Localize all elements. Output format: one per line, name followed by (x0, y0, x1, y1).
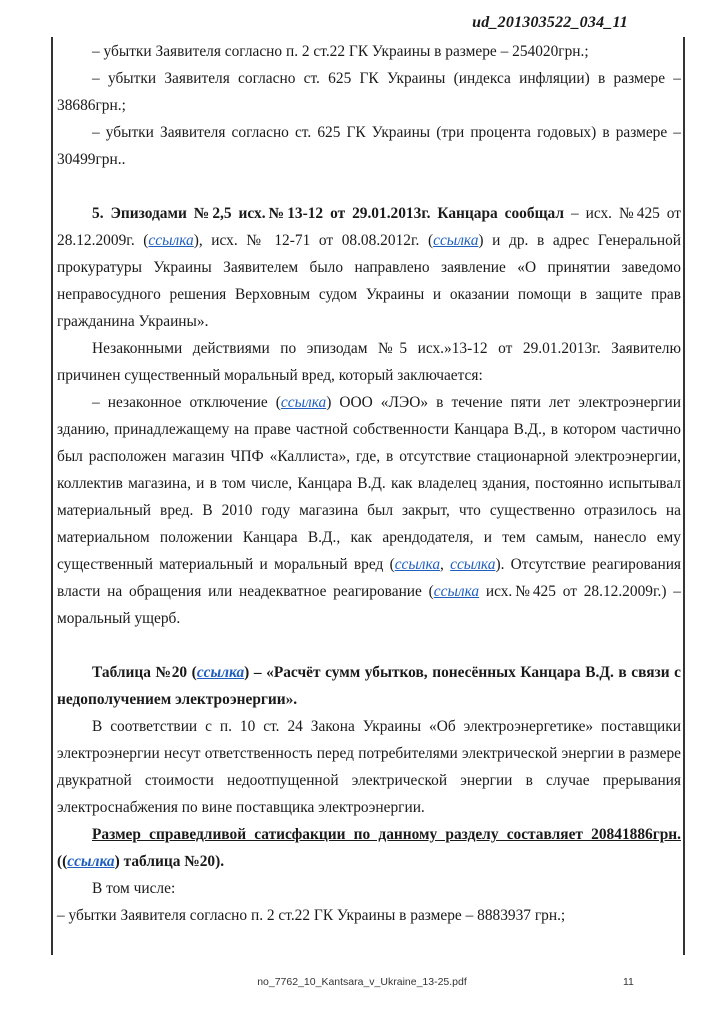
list-item: – убытки Заявителя согласно ст. 625 ГК Украины (три процента годовых) в размере – 30499грн.. (57, 124, 681, 168)
text-run: ). Отсутствие реагирования власти на обращения или неадекватное реагирование ( (57, 556, 682, 600)
text-run: ) ООО «ЛЭО» в течение пяти лет электроэнергии зданию, принадлежащему на праве частной собственности Канцара В.Д., в котором частично был расположен магазин ЧПФ «Каллиста», где, в отсутствие стационарной электроэнергии, коллектив магазина, и в том числе, Канцара В.Д. как владелец здания, постоянно испытывал материальный вред. В 2010 году магазина был закрыт, что существенно отразилось на материальном положении Канцара В.Д., как арендодателя, и тем самым, нанесло ему существенный материальный и моральный вред ( (57, 394, 681, 573)
spacer (57, 632, 681, 659)
summary-amount: Размер справедливой сатисфакции по данному разделу составляет 20841886грн. (92, 826, 681, 843)
reference-link[interactable]: ссылка (148, 232, 194, 249)
episode-heading: 5. Эпизодами №2,5 исх.№13-12 от 29.01.2013г. Канцара сообщал (92, 205, 565, 222)
page-number: 11 (623, 976, 634, 988)
reference-link[interactable]: ссылка (433, 583, 480, 600)
footer-filename: no_7762_10_Kantsara_v_Ukraine_13-25.pdf (257, 976, 467, 988)
text-run: – исх. №425 от 28.12.2009г. ( (57, 205, 681, 249)
spacer (57, 173, 681, 200)
page-border-right (683, 37, 685, 955)
text-run: ) – «Расчёт сумм убытков, понесённых Канцара В.Д. в связи с недополучением электроэнергии». (57, 664, 681, 708)
including-label: В том числе: (92, 880, 176, 897)
episode-paragraph (57, 200, 681, 335)
damage-intro-paragraph: Незаконными действиями по эпизодам №5 исх.»13-12 от 29.01.2013г. Заявителю причинен существенный моральный вред, который заключается: (57, 340, 681, 384)
reference-link[interactable]: ссылка (394, 556, 441, 573)
reference-link[interactable]: ссылка (67, 853, 115, 870)
summary-paragraph (57, 821, 681, 875)
reference-link[interactable]: ссылка (433, 232, 479, 249)
text-run: ) и др. в адрес Генеральной прокуратуры Украины Заявителем было направлено заявление «О принятии заведомо неправосудного решения Верховным судом Украины и оказании помощи в защите прав гражданина Украины». (57, 232, 681, 330)
page-border-left (51, 37, 53, 955)
damage-description-paragraph (57, 389, 681, 632)
document-id: ud_201303522_034_11 (472, 14, 628, 31)
text-run: исх.№425 от 28.12.2009г.) – моральный ущерб. (57, 583, 681, 627)
list-item: – убытки Заявителя согласно п. 2 ст.22 ГК Украины в размере – 254020грн.; (92, 43, 589, 60)
document-body (57, 38, 681, 929)
table-heading (57, 659, 681, 713)
reference-link[interactable]: ссылка (450, 556, 496, 573)
text-run: Таблица №20 ( (92, 664, 197, 681)
list-item: – убытки Заявителя согласно ст. 625 ГК Украины (индекса инфляции) в размере – 38686грн.; (57, 70, 681, 114)
list-item: – убытки Заявителя согласно п. 2 ст.22 ГК Украины в размере – 8883937 грн.; (57, 907, 566, 924)
reference-link[interactable]: ссылка (280, 394, 327, 411)
text-run: – незаконное отключение ( (92, 394, 281, 411)
reference-link[interactable]: ссылка (196, 664, 245, 681)
law-paragraph: В соответствии с п. 10 ст. 24 Закона Украины «Об электроэнергетике» поставщики электроэнергии несут ответственность перед потребителями электрической энергии в размере двукратной стоимости недоотпущенной электрической энергии в случае прерывания электроснабжения по вине поставщика электроэнергии. (57, 718, 681, 816)
text-run: ) таблица №20). (114, 853, 225, 870)
text-run: , (440, 556, 451, 573)
text-run: ), исх. № 12-71 от 08.08.2012г. ( (193, 232, 434, 249)
text-run: (( (57, 853, 68, 870)
